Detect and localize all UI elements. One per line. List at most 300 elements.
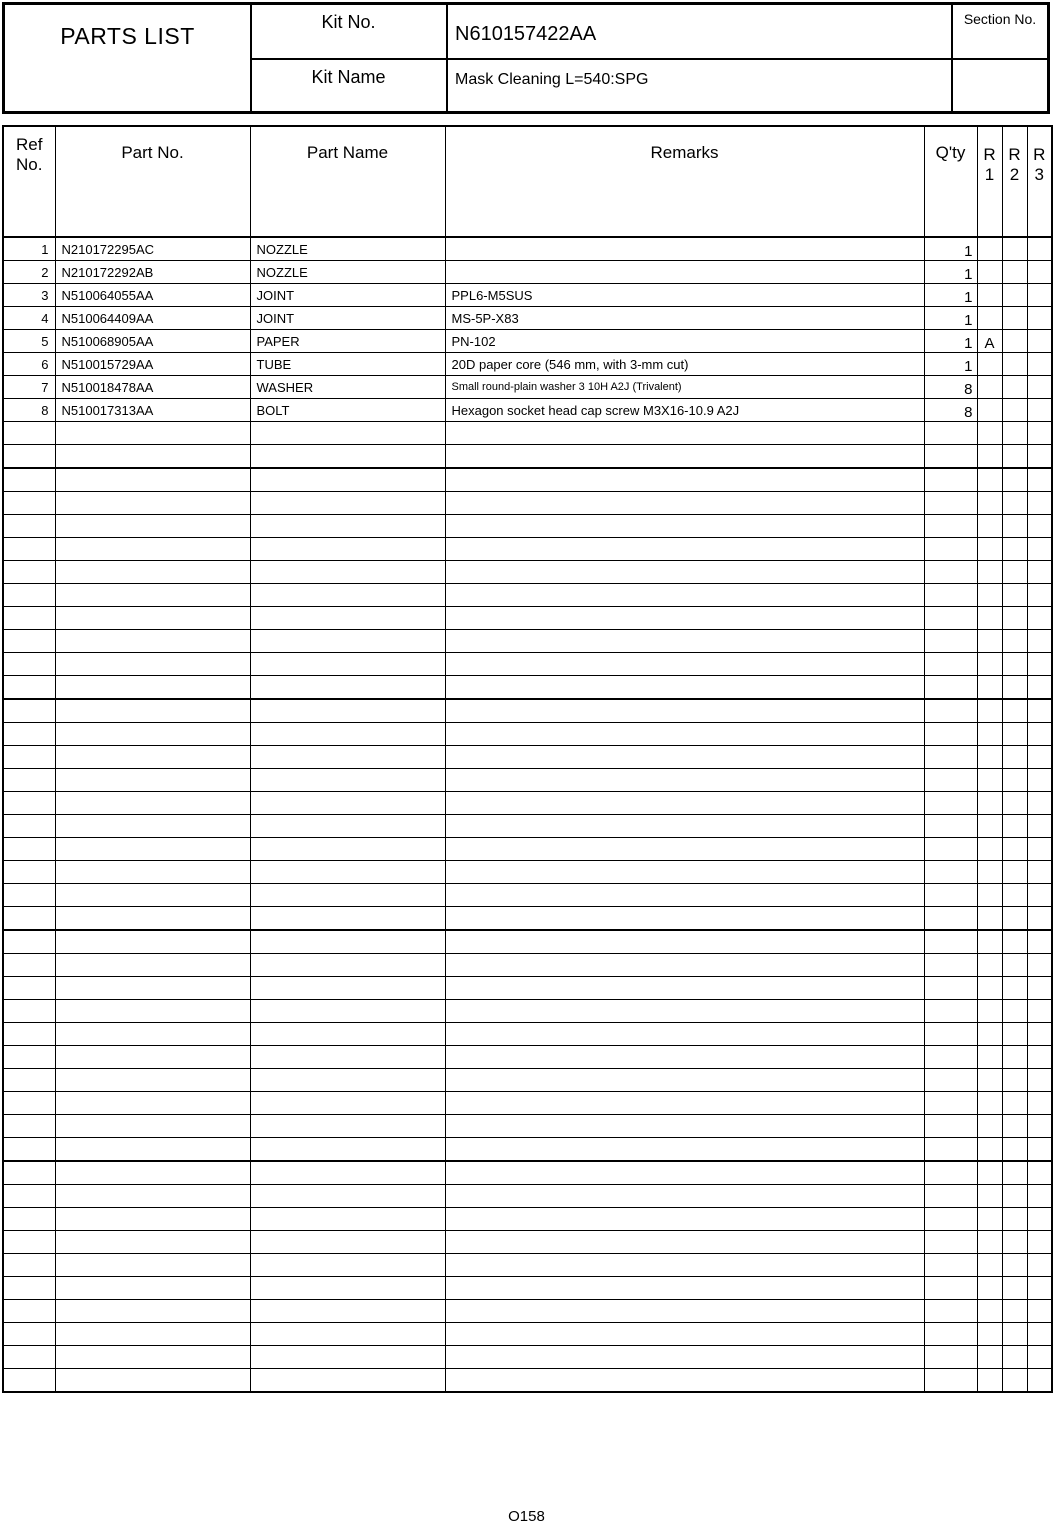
cell-r3 (1027, 676, 1052, 700)
cell-r3 (1027, 399, 1052, 422)
cell-r2 (1002, 607, 1027, 630)
cell-r3 (1027, 1023, 1052, 1046)
cell-part-name (250, 884, 445, 907)
cell-remarks (445, 607, 924, 630)
cell-ref-no (3, 584, 55, 607)
cell-r3 (1027, 838, 1052, 861)
cell-r1 (977, 584, 1002, 607)
cell-r3 (1027, 699, 1052, 723)
cell-qty (924, 1115, 977, 1138)
cell-part-name (250, 1069, 445, 1092)
cell-r2 (1002, 1161, 1027, 1185)
cell-r2 (1002, 861, 1027, 884)
cell-part-name (250, 699, 445, 723)
col-header-r2-line1: R (1008, 145, 1021, 164)
cell-qty (924, 445, 977, 469)
cell-remarks: PN-102 (445, 330, 924, 353)
cell-r1 (977, 237, 1002, 261)
cell-part-no (55, 1369, 250, 1393)
cell-r3 (1027, 1092, 1052, 1115)
cell-r1 (977, 630, 1002, 653)
cell-r1 (977, 607, 1002, 630)
table-row-empty (3, 977, 1052, 1000)
cell-r2 (1002, 954, 1027, 977)
cell-r1 (977, 1208, 1002, 1231)
table-row-empty (3, 492, 1052, 515)
cell-r3 (1027, 561, 1052, 584)
cell-remarks: 20D paper core (546 mm, with 3-mm cut) (445, 353, 924, 376)
cell-part-name: PAPER (250, 330, 445, 353)
cell-part-name (250, 630, 445, 653)
col-header-remarks: Remarks (445, 126, 924, 237)
cell-r2 (1002, 1023, 1027, 1046)
cell-ref-no (3, 492, 55, 515)
cell-r1 (977, 769, 1002, 792)
cell-part-no: N510017313AA (55, 399, 250, 422)
cell-remarks (445, 815, 924, 838)
cell-qty (924, 907, 977, 931)
cell-remarks: PPL6-M5SUS (445, 284, 924, 307)
cell-ref-no (3, 1323, 55, 1346)
cell-remarks: MS-5P-X83 (445, 307, 924, 330)
cell-remarks (445, 538, 924, 561)
cell-remarks (445, 1046, 924, 1069)
cell-part-name (250, 769, 445, 792)
cell-part-no (55, 1323, 250, 1346)
cell-qty (924, 815, 977, 838)
cell-remarks (445, 1069, 924, 1092)
cell-part-name (250, 907, 445, 931)
cell-qty (924, 977, 977, 1000)
cell-r1 (977, 1346, 1002, 1369)
cell-r3 (1027, 1161, 1052, 1185)
cell-part-name: JOINT (250, 284, 445, 307)
cell-r3 (1027, 653, 1052, 676)
cell-remarks (445, 630, 924, 653)
cell-r2 (1002, 1138, 1027, 1162)
cell-part-no (55, 746, 250, 769)
cell-ref-no: 7 (3, 376, 55, 399)
cell-qty (924, 1231, 977, 1254)
cell-part-no (55, 630, 250, 653)
cell-r1 (977, 422, 1002, 445)
cell-qty (924, 1346, 977, 1369)
cell-qty (924, 884, 977, 907)
cell-r2 (1002, 284, 1027, 307)
cell-part-name (250, 561, 445, 584)
table-row-empty (3, 1254, 1052, 1277)
cell-r3 (1027, 1069, 1052, 1092)
cell-r2 (1002, 676, 1027, 700)
cell-r3 (1027, 584, 1052, 607)
cell-qty (924, 1046, 977, 1069)
cell-r1 (977, 815, 1002, 838)
cell-r1 (977, 376, 1002, 399)
cell-r2 (1002, 584, 1027, 607)
section-no-label: Section No. (963, 11, 1037, 27)
cell-r2 (1002, 468, 1027, 492)
kit-no-value: N610157422AA (455, 23, 597, 45)
cell-r3 (1027, 1208, 1052, 1231)
cell-r3 (1027, 1185, 1052, 1208)
cell-qty: 1 (924, 237, 977, 261)
cell-r3 (1027, 977, 1052, 1000)
cell-remarks (445, 838, 924, 861)
cell-r3 (1027, 1369, 1052, 1393)
cell-part-no (55, 1115, 250, 1138)
cell-ref-no (3, 1069, 55, 1092)
cell-remarks (445, 492, 924, 515)
section-no-value (953, 60, 1047, 111)
cell-r2 (1002, 1369, 1027, 1393)
cell-r3 (1027, 1323, 1052, 1346)
cell-remarks (445, 977, 924, 1000)
table-row-empty (3, 861, 1052, 884)
cell-part-name (250, 1185, 445, 1208)
cell-r2 (1002, 1069, 1027, 1092)
cell-r2 (1002, 1185, 1027, 1208)
cell-ref-no (3, 1300, 55, 1323)
cell-part-name (250, 1138, 445, 1162)
table-row-empty (3, 1323, 1052, 1346)
cell-r1 (977, 884, 1002, 907)
cell-r1 (977, 561, 1002, 584)
table-row (3, 330, 1052, 353)
cell-qty (924, 607, 977, 630)
cell-r3 (1027, 492, 1052, 515)
col-header-part-name: Part Name (250, 126, 445, 237)
cell-r2 (1002, 1323, 1027, 1346)
cell-ref-no (3, 1346, 55, 1369)
cell-part-no (55, 815, 250, 838)
cell-ref-no (3, 1231, 55, 1254)
header-block (2, 2, 1050, 114)
cell-r1 (977, 746, 1002, 769)
col-header-qty: Q'ty (924, 126, 977, 237)
cell-r1 (977, 977, 1002, 1000)
cell-remarks (445, 1300, 924, 1323)
cell-part-no (55, 1023, 250, 1046)
cell-remarks (445, 930, 924, 954)
table-row-empty (3, 630, 1052, 653)
cell-remarks (445, 699, 924, 723)
cell-ref-no (3, 1208, 55, 1231)
col-header-r3-line2: 3 (1034, 165, 1044, 184)
cell-r2 (1002, 838, 1027, 861)
cell-part-no (55, 1161, 250, 1185)
table-row-empty (3, 1115, 1052, 1138)
cell-part-name: TUBE (250, 353, 445, 376)
cell-part-no (55, 607, 250, 630)
cell-qty (924, 538, 977, 561)
cell-r2 (1002, 1300, 1027, 1323)
cell-r1 (977, 1369, 1002, 1393)
cell-r2 (1002, 653, 1027, 676)
cell-remarks: Small round-plain washer 3 10H A2J (Trivalent) (445, 376, 924, 399)
cell-r1: A (977, 330, 1002, 353)
table-row-empty (3, 653, 1052, 676)
cell-part-no (55, 930, 250, 954)
cell-part-name (250, 1046, 445, 1069)
cell-r3 (1027, 746, 1052, 769)
cell-ref-no (3, 653, 55, 676)
cell-qty: 1 (924, 330, 977, 353)
cell-qty: 1 (924, 284, 977, 307)
cell-part-name (250, 515, 445, 538)
cell-r2 (1002, 1346, 1027, 1369)
cell-remarks (445, 1369, 924, 1393)
cell-r1 (977, 676, 1002, 700)
cell-remarks (445, 769, 924, 792)
cell-qty (924, 699, 977, 723)
cell-ref-no (3, 515, 55, 538)
cell-part-no (55, 792, 250, 815)
table-row (3, 284, 1052, 307)
cell-ref-no (3, 1000, 55, 1023)
cell-part-name (250, 653, 445, 676)
cell-part-no (55, 861, 250, 884)
table-row-empty (3, 1161, 1052, 1185)
col-header-ref-no (3, 126, 55, 237)
cell-part-name (250, 1115, 445, 1138)
table-row-empty (3, 792, 1052, 815)
kit-name-value: Mask Cleaning L=540:SPG (455, 71, 649, 88)
cell-part-name (250, 746, 445, 769)
cell-part-name (250, 1369, 445, 1393)
cell-ref-no (3, 746, 55, 769)
cell-r1 (977, 492, 1002, 515)
table-row-empty (3, 723, 1052, 746)
cell-qty (924, 1369, 977, 1393)
cell-qty (924, 861, 977, 884)
cell-ref-no (3, 815, 55, 838)
cell-r3 (1027, 422, 1052, 445)
cell-r3 (1027, 353, 1052, 376)
cell-r1 (977, 307, 1002, 330)
cell-part-name: NOZZLE (250, 237, 445, 261)
cell-remarks (445, 653, 924, 676)
cell-r2 (1002, 515, 1027, 538)
cell-r1 (977, 445, 1002, 469)
cell-r1 (977, 1138, 1002, 1162)
cell-r3 (1027, 1000, 1052, 1023)
cell-ref-no: 3 (3, 284, 55, 307)
cell-part-no: N510068905AA (55, 330, 250, 353)
cell-ref-no (3, 1185, 55, 1208)
cell-part-no (55, 538, 250, 561)
cell-r2 (1002, 399, 1027, 422)
cell-r2 (1002, 977, 1027, 1000)
table-header-row (3, 126, 1052, 237)
cell-part-name (250, 815, 445, 838)
cell-r1 (977, 930, 1002, 954)
table-row-empty (3, 1138, 1052, 1162)
cell-remarks (445, 954, 924, 977)
cell-part-no: N510015729AA (55, 353, 250, 376)
cell-part-no (55, 653, 250, 676)
cell-r3 (1027, 930, 1052, 954)
cell-qty (924, 1023, 977, 1046)
cell-qty (924, 1069, 977, 1092)
table-row-empty (3, 1369, 1052, 1393)
cell-qty: 1 (924, 353, 977, 376)
cell-qty (924, 468, 977, 492)
cell-part-name (250, 468, 445, 492)
cell-qty (924, 422, 977, 445)
cell-r2 (1002, 1115, 1027, 1138)
cell-r3 (1027, 1138, 1052, 1162)
cell-ref-no (3, 907, 55, 931)
cell-r3 (1027, 237, 1052, 261)
cell-remarks (445, 1000, 924, 1023)
cell-part-no (55, 699, 250, 723)
cell-part-no (55, 676, 250, 700)
cell-part-no (55, 1138, 250, 1162)
cell-qty (924, 1208, 977, 1231)
cell-r1 (977, 1069, 1002, 1092)
cell-part-no (55, 561, 250, 584)
document-title: PARTS LIST (60, 23, 195, 49)
cell-qty (924, 653, 977, 676)
cell-part-no (55, 1046, 250, 1069)
cell-part-name (250, 930, 445, 954)
cell-part-name (250, 676, 445, 700)
cell-part-name (250, 861, 445, 884)
cell-r2 (1002, 723, 1027, 746)
cell-r3 (1027, 376, 1052, 399)
cell-r2 (1002, 884, 1027, 907)
table-row-empty (3, 1092, 1052, 1115)
cell-part-name (250, 1000, 445, 1023)
cell-ref-no (3, 676, 55, 700)
cell-qty (924, 930, 977, 954)
cell-r3 (1027, 307, 1052, 330)
cell-ref-no (3, 838, 55, 861)
cell-part-no (55, 1231, 250, 1254)
cell-r3 (1027, 445, 1052, 469)
cell-remarks (445, 1185, 924, 1208)
table-row-empty (3, 1277, 1052, 1300)
cell-ref-no (3, 445, 55, 469)
parts-table-body (3, 237, 1052, 1392)
cell-qty (924, 954, 977, 977)
cell-r3 (1027, 1346, 1052, 1369)
cell-r1 (977, 284, 1002, 307)
cell-r1 (977, 699, 1002, 723)
cell-qty (924, 1000, 977, 1023)
cell-remarks (445, 746, 924, 769)
cell-part-name (250, 1346, 445, 1369)
cell-part-no: N210172295AC (55, 237, 250, 261)
cell-part-no (55, 1069, 250, 1092)
cell-part-name (250, 1323, 445, 1346)
cell-qty (924, 746, 977, 769)
col-header-r2-line2: 2 (1009, 165, 1020, 184)
cell-remarks (445, 861, 924, 884)
table-row-empty (3, 1300, 1052, 1323)
table-row-empty (3, 422, 1052, 445)
cell-part-no (55, 907, 250, 931)
cell-ref-no: 6 (3, 353, 55, 376)
cell-r2 (1002, 1000, 1027, 1023)
cell-part-name (250, 445, 445, 469)
cell-qty (924, 838, 977, 861)
cell-remarks (445, 1115, 924, 1138)
cell-remarks (445, 792, 924, 815)
cell-r2 (1002, 1092, 1027, 1115)
cell-part-no: N510018478AA (55, 376, 250, 399)
cell-part-name (250, 584, 445, 607)
cell-remarks (445, 237, 924, 261)
cell-qty (924, 1277, 977, 1300)
cell-r3 (1027, 284, 1052, 307)
cell-qty: 1 (924, 261, 977, 284)
cell-remarks (445, 1208, 924, 1231)
table-row-empty (3, 676, 1052, 700)
cell-remarks (445, 422, 924, 445)
cell-r2 (1002, 769, 1027, 792)
cell-qty (924, 515, 977, 538)
cell-remarks (445, 468, 924, 492)
cell-remarks (445, 515, 924, 538)
cell-r2 (1002, 930, 1027, 954)
cell-r3 (1027, 468, 1052, 492)
cell-qty (924, 561, 977, 584)
table-row-empty (3, 1208, 1052, 1231)
cell-part-name (250, 838, 445, 861)
cell-r3 (1027, 1046, 1052, 1069)
table-row-empty (3, 1023, 1052, 1046)
cell-remarks (445, 584, 924, 607)
cell-r1 (977, 1000, 1002, 1023)
cell-part-no (55, 977, 250, 1000)
col-header-ref-line2: No. (16, 155, 43, 174)
cell-part-no (55, 1300, 250, 1323)
cell-ref-no (3, 930, 55, 954)
cell-r1 (977, 261, 1002, 284)
cell-r3 (1027, 515, 1052, 538)
cell-ref-no (3, 422, 55, 445)
cell-r2 (1002, 1208, 1027, 1231)
cell-r1 (977, 515, 1002, 538)
cell-part-no (55, 445, 250, 469)
table-row-empty (3, 584, 1052, 607)
cell-qty (924, 1323, 977, 1346)
cell-r1 (977, 1185, 1002, 1208)
cell-part-name (250, 977, 445, 1000)
cell-part-name (250, 1092, 445, 1115)
table-row-empty (3, 1000, 1052, 1023)
table-row (3, 307, 1052, 330)
cell-r1 (977, 538, 1002, 561)
col-header-r3-line1: R (1033, 145, 1046, 164)
cell-remarks (445, 561, 924, 584)
cell-ref-no (3, 977, 55, 1000)
cell-part-no (55, 1277, 250, 1300)
table-row-empty (3, 445, 1052, 469)
cell-r3 (1027, 723, 1052, 746)
cell-ref-no: 4 (3, 307, 55, 330)
cell-qty (924, 723, 977, 746)
cell-r3 (1027, 861, 1052, 884)
cell-part-no (55, 515, 250, 538)
cell-r2 (1002, 445, 1027, 469)
cell-r2 (1002, 1231, 1027, 1254)
cell-part-no (55, 1000, 250, 1023)
cell-r3 (1027, 769, 1052, 792)
cell-r3 (1027, 607, 1052, 630)
cell-ref-no: 5 (3, 330, 55, 353)
